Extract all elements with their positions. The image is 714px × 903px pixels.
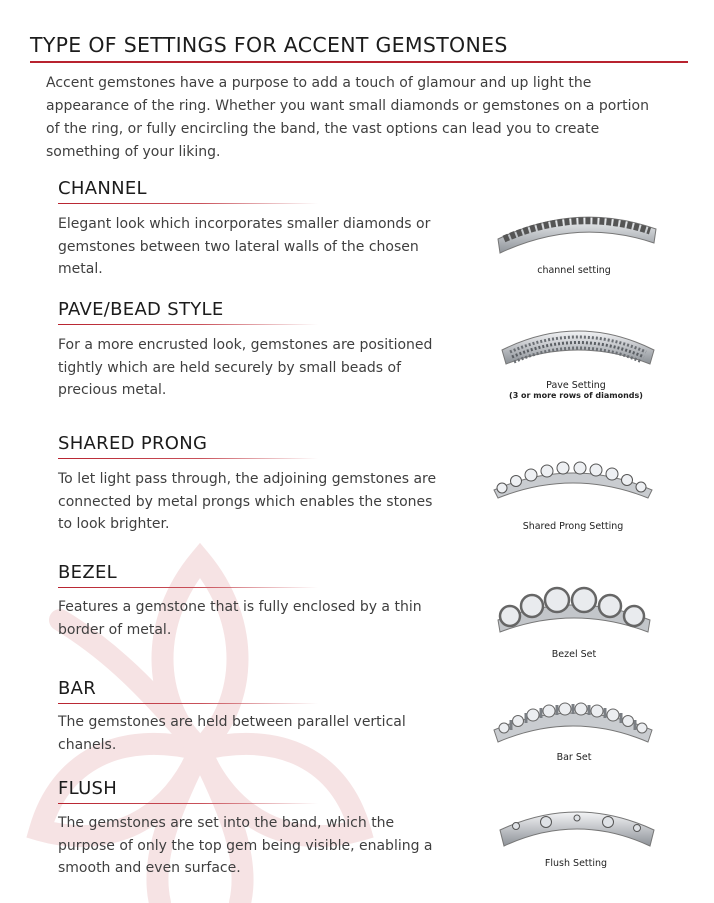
image-caption: Flush Setting <box>544 858 608 869</box>
image-caption: channel setting <box>537 265 611 276</box>
section-divider <box>58 703 318 704</box>
section-divider <box>58 458 318 459</box>
section-heading: PAVE/BEAD STYLE <box>58 299 224 320</box>
section-heading: CHANNEL <box>58 178 147 199</box>
section-description: To let light pass through, the adjoining gemstones are connected by metal prongs which enables the stones to look brighter. <box>58 471 437 532</box>
image-caption: Shared Prong Setting <box>522 521 624 532</box>
section-heading: BAR <box>58 678 97 699</box>
intro-paragraph: Accent gemstones have a purpose to add a touch of glamour and up light the appearance of the ring. Whether you want small diamonds or gemstones on a portion of the ring, or fully encircling the band, the vast options can lead you to create something of your liking. <box>46 75 649 160</box>
section-heading: BEZEL <box>58 562 117 583</box>
page-title: TYPE OF SETTINGS FOR ACCENT GEMSTONES <box>30 33 508 57</box>
section-divider <box>58 587 318 588</box>
channel-ring-icon <box>492 205 662 261</box>
section-description: The gemstones are set into the band, which the purpose of only the top gem being visible, enabling a smooth and even surface. <box>58 815 433 876</box>
section-heading: SHARED PRONG <box>58 433 208 454</box>
section-divider <box>58 324 318 325</box>
image-caption: Bezel Set <box>551 649 597 660</box>
section-divider <box>58 803 318 804</box>
image-caption: Pave Setting (3 or more rows of diamonds) <box>486 380 666 401</box>
pave-ring-icon <box>496 320 660 372</box>
flush-ring-icon <box>494 800 660 852</box>
section-description: Elegant look which incorporates smaller diamonds or gemstones between two lateral walls of the chosen metal. <box>58 216 431 277</box>
section-description: Features a gemstone that is fully enclosed by a thin border of metal. <box>58 599 422 638</box>
section-divider <box>58 203 318 204</box>
bezel-ring-icon <box>492 586 656 642</box>
image-caption: Bar Set <box>556 752 592 763</box>
image-subcaption: (3 or more rows of diamonds) <box>509 391 643 400</box>
bar-ring-icon <box>488 698 658 750</box>
section-heading: FLUSH <box>58 778 118 799</box>
section-description: The gemstones are held between parallel vertical chanels. <box>58 714 406 753</box>
shared-prong-ring-icon <box>488 456 658 508</box>
section-description: For a more encrusted look, gemstones are positioned tightly which are held securely by small beads of precious metal. <box>58 337 433 398</box>
title-divider <box>30 61 688 63</box>
